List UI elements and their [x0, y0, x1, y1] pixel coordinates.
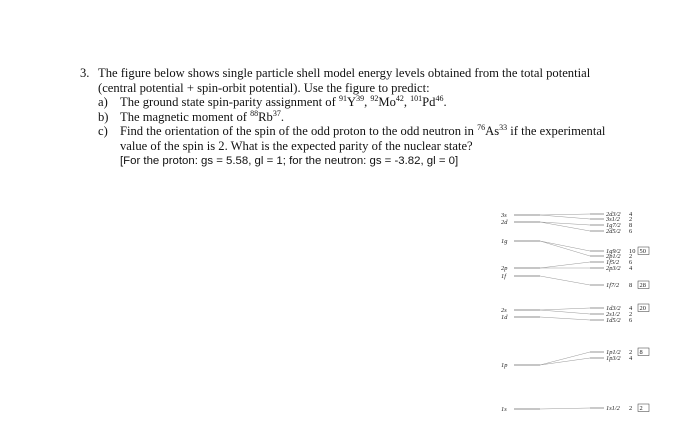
question-number: 3. — [80, 66, 90, 80]
split-connector — [540, 215, 590, 219]
question-block — [80, 66, 668, 168]
left-level-label: 2s — [501, 307, 507, 314]
level-occupancy: 8 — [629, 282, 633, 289]
right-level-label: 2d5/2 — [606, 228, 621, 235]
nucleus-pd: $^{101}$Pd$^{46}$. — [410, 94, 447, 110]
nucleus-rb: $^{88}$Rb$^{37}$. — [250, 108, 284, 124]
level-occupancy: 2 — [629, 405, 633, 412]
right-level-label: 2s1/2 — [606, 311, 620, 318]
left-level-label: 2d — [501, 219, 508, 226]
part-c-label: c) — [98, 124, 108, 139]
split-connector — [540, 241, 590, 256]
left-level-label: 2p — [501, 265, 508, 272]
right-level-label: 2p3/2 — [606, 265, 621, 272]
level-occupancy: 6 — [629, 317, 633, 324]
right-level-label: 1f5/2 — [606, 259, 620, 266]
question-intro-line1: The figure below shows single particle shell model energy levels obtained from the total potential — [98, 66, 591, 80]
split-connector — [540, 308, 590, 310]
part-a-text: The ground state spin-parity assignment of — [120, 95, 336, 110]
right-level-label: 1g7/2 — [606, 222, 621, 229]
nucleus-as: $^{76}$As$^{33}$ — [477, 123, 508, 139]
left-level-label: 1p — [501, 362, 508, 369]
split-connector — [540, 262, 590, 268]
level-occupancy: 8 — [629, 222, 633, 229]
right-level-label: 2p1/2 — [606, 253, 621, 260]
magic-number: 50 — [639, 248, 646, 255]
right-level-label: 1d5/2 — [606, 317, 621, 324]
left-level-label: 1d — [501, 314, 508, 321]
split-connector — [540, 310, 590, 314]
level-occupancy: 2 — [629, 216, 633, 223]
question-intro-line2: (central potential + spin-orbit potential). Use the figure to predict: — [98, 80, 430, 95]
left-level-label: 1f — [501, 273, 506, 280]
right-level-label: 1p3/2 — [606, 355, 621, 362]
nucleus-mo: $^{92}$Mo$^{42}$, — [370, 94, 411, 110]
left-level-label: 1g — [501, 238, 508, 245]
right-level-label: 1f7/2 — [606, 282, 620, 289]
part-b — [98, 110, 668, 125]
level-occupancy: 4 — [629, 211, 633, 218]
level-occupancy: 4 — [629, 305, 633, 312]
level-occupancy: 10 — [629, 248, 636, 255]
part-c-text2: if the experimental — [510, 124, 606, 139]
part-a-label: a) — [98, 95, 108, 110]
g-factor-hint: [For the proton: gs = 5.58, gl = 1; for the neutron: gs = -3.82, gl = 0] — [120, 154, 459, 167]
right-level-label: 1p1/2 — [606, 349, 621, 356]
level-occupancy: 4 — [629, 265, 633, 272]
magic-number: 2 — [639, 405, 643, 412]
split-connector — [540, 408, 590, 409]
right-level-label: 1d3/2 — [606, 305, 621, 312]
right-level-label: 2d3/2 — [606, 211, 621, 218]
split-connector — [540, 358, 590, 365]
part-c-text1: Find the orientation of the spin of the odd proton to the odd neutron in — [120, 124, 474, 139]
split-connector — [540, 276, 590, 285]
nucleus-y: $^{91}Y^{39}$, — [338, 94, 371, 110]
split-connector — [540, 214, 590, 215]
split-connector — [540, 352, 590, 365]
part-c-line2: value of the spin is 2. What is the expected parity of the nuclear state? — [120, 138, 473, 153]
right-level-label: 3s1/2 — [606, 216, 620, 223]
split-connector — [540, 317, 590, 320]
part-b-label: b) — [98, 109, 109, 124]
level-occupancy: 6 — [629, 259, 633, 266]
part-c — [98, 124, 668, 139]
magic-number: 28 — [639, 282, 646, 289]
right-level-label: 1s1/2 — [606, 405, 620, 412]
level-occupancy: 2 — [629, 349, 633, 356]
level-occupancy: 6 — [629, 228, 633, 235]
left-level-label: 1s — [501, 406, 507, 413]
level-occupancy: 4 — [629, 355, 633, 362]
magic-number: 20 — [639, 305, 646, 312]
split-connector — [540, 241, 590, 251]
shell-model-level-diagram — [498, 205, 658, 420]
right-level-label: 1g9/2 — [606, 248, 621, 255]
level-occupancy: 2 — [629, 311, 633, 318]
part-b-text: The magnetic moment of — [120, 109, 247, 124]
left-level-label: 3s — [501, 212, 507, 219]
level-diagram-svg — [498, 205, 658, 420]
level-occupancy: 2 — [629, 253, 633, 260]
magic-number: 8 — [639, 349, 643, 356]
part-a — [98, 95, 668, 110]
